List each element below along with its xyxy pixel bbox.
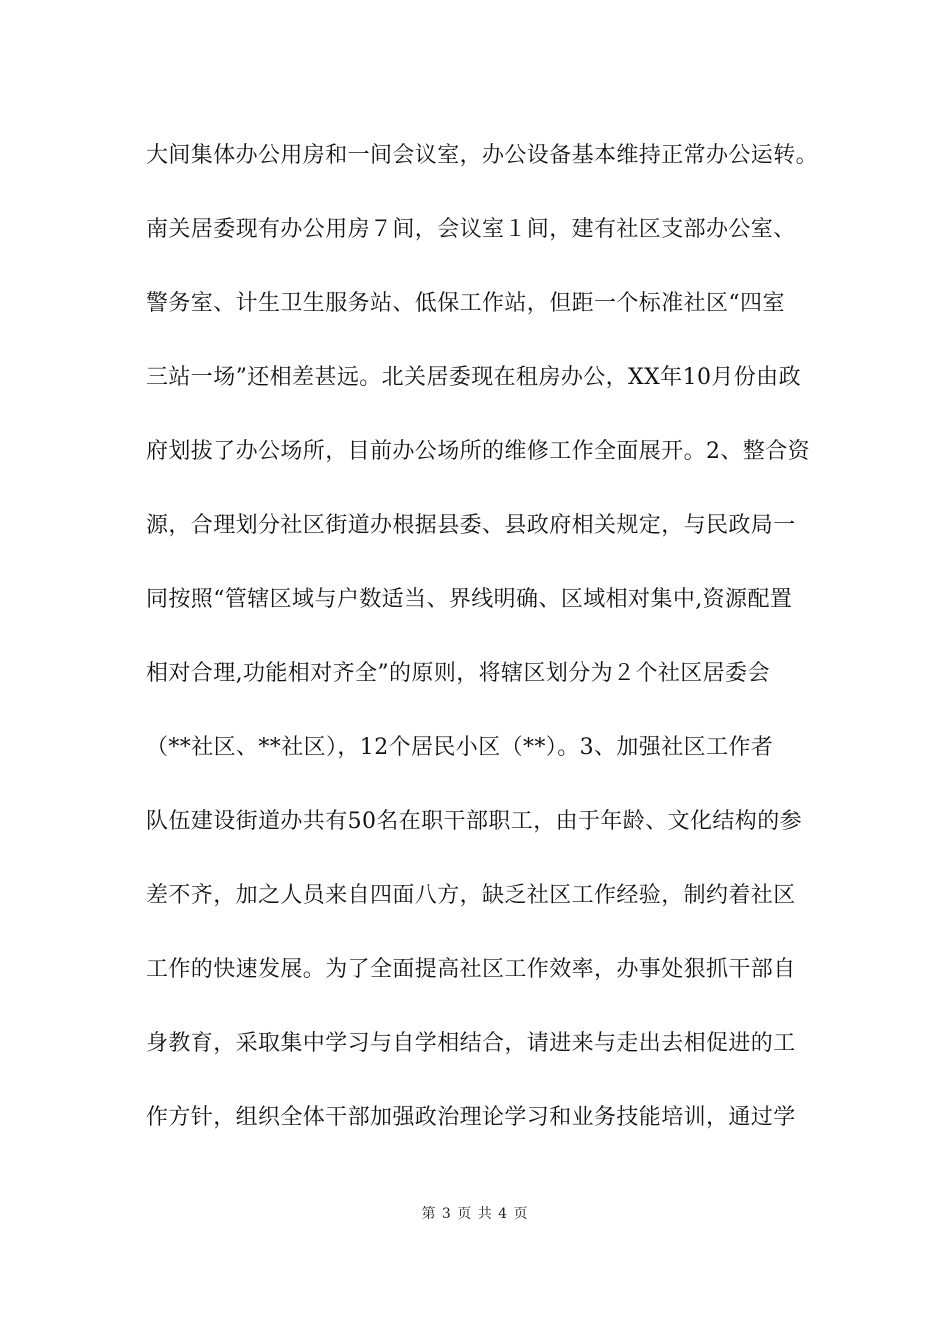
page-number-footer: 第 3 页 共 4 页	[421, 1206, 529, 1222]
text-line: 工作的快速发展。为了全面提高社区工作效率，办事处狠抓干部自	[146, 957, 796, 982]
text-line: 警务室、计生卫生服务站、低保工作站，但距一个标准社区“四室	[146, 291, 785, 316]
text-line: 府划拔了办公场所，目前办公场所的维修工作全面展开。2、整合资	[146, 439, 810, 464]
text-line: 同按照“管辖区域与户数适当、界线明确、区域相对集中,资源配置	[146, 587, 793, 612]
text-line: 差不齐，加之人员来自四面八方，缺乏社区工作经验，制约着社区	[146, 883, 796, 908]
text-line: 源，合理划分社区街道办根据县委、县政府相关规定，与民政局一	[146, 513, 796, 538]
text-line: 南关居委现有办公用房７间，会议室１间，建有社区支部办公室、	[146, 217, 796, 242]
text-line: 相对合理,功能相对齐全”的原则，将辖区划分为２个社区居委会	[146, 661, 770, 686]
text-line: 身教育，采取集中学习与自学相结合，请进来与走出去相促进的工	[146, 1031, 796, 1056]
body-text	[146, 128, 836, 1164]
text-line: 作方针，组织全体干部加强政治理论学习和业务技能培训，通过学	[146, 1105, 796, 1130]
text-line: （**社区、**社区），12个居民小区（**）。3、加强社区工作者	[146, 735, 774, 760]
text-line: 队伍建设街道办共有50名在职干部职工，由于年龄、文化结构的参	[146, 809, 802, 834]
text-line: 三站一场”还相差甚远。北关居委现在租房办公，XX年10月份由政	[146, 365, 801, 390]
text-line: 大间集体办公用房和一间会议室，办公设备基本维持正常办公运转。	[146, 143, 819, 168]
